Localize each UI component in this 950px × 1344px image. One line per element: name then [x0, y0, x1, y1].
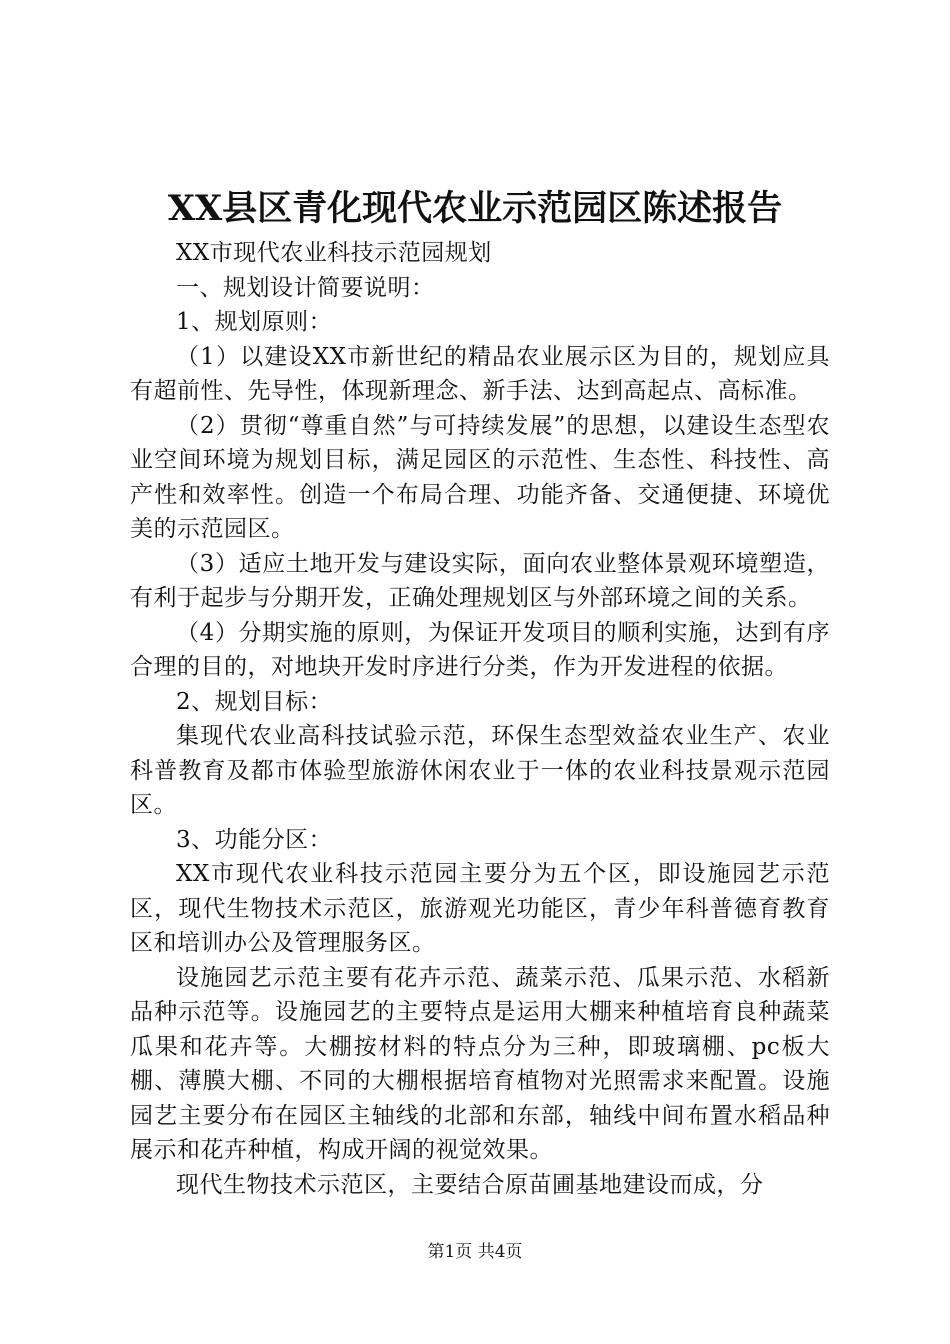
principle-paragraph: （1）以建设XX市新世纪的精品农业展示区为目的，规划应具有超前性、先导性，体现新理念、新手法、达到高起点、高标准。: [130, 343, 830, 404]
subsection-heading: 2、规划目标：: [176, 688, 333, 715]
document-body: [130, 236, 830, 1202]
body-paragraph: XX市现代农业科技示范园主要分为五个区，即设施园艺示范区，现代生物技术示范区，旅游观光功能区，青少年科普德育教育区和培训办公及管理服务区。: [130, 861, 830, 956]
principle-paragraph: （4）分期实施的原则，为保证开发项目的顺利实施，达到有序合理的目的，对地块开发时序进行分类，作为开发进程的依据。: [130, 619, 830, 680]
subtitle-paragraph: XX市现代农业科技示范园规划: [176, 240, 492, 266]
subsection-heading: 1、规划原则：: [176, 309, 333, 335]
body-paragraph: 集现代农业高科技试验示范，环保生态型效益农业生产、农业科普教育及都市体验型旅游休闲农业于一体的农业科技景观示范园区。: [130, 723, 830, 818]
body-paragraph: 设施园艺示范主要有花卉示范、蔬菜示范、瓜果示范、水稻新品种示范等。设施园艺的主要特点是运用大棚来种植培育良种蔬菜瓜果和花卉等。大棚按材料的特点分为三种，即玻璃棚、pc板大棚、薄膜大棚、不同的大棚根据培育植物对光照需求来配置。设施园艺主要分布在园区主轴线的北部和东部，轴线中间布置水稻品种展示和花卉种植，构成开阔的视觉效果。: [130, 964, 830, 1163]
principle-paragraph: （2）贯彻“尊重自然”与可持续发展”的思想，以建设生态型农业空间环境为规划目标，满足园区的示范性、生态性、科技性、高产性和效率性。创造一个布局合理、功能齐备、交通便捷、环境优美的示范园区。: [130, 412, 830, 542]
document-title: XX县区青化现代农业示范园区陈述报告: [167, 188, 783, 229]
principle-paragraph: （3）适应土地开发与建设实际，面向农业整体景观环境塑造，有利于起步与分期开发，正确处理规划区与外部环境之间的关系。: [130, 550, 830, 611]
body-paragraph: 现代生物技术示范区，主要结合原苗圃基地建设而成，分: [176, 1171, 764, 1198]
section-heading: 一、规划设计简要说明：: [176, 274, 435, 301]
page-number-footer: 第1页 共4页: [427, 1242, 523, 1262]
subsection-heading: 3、功能分区：: [176, 826, 333, 853]
